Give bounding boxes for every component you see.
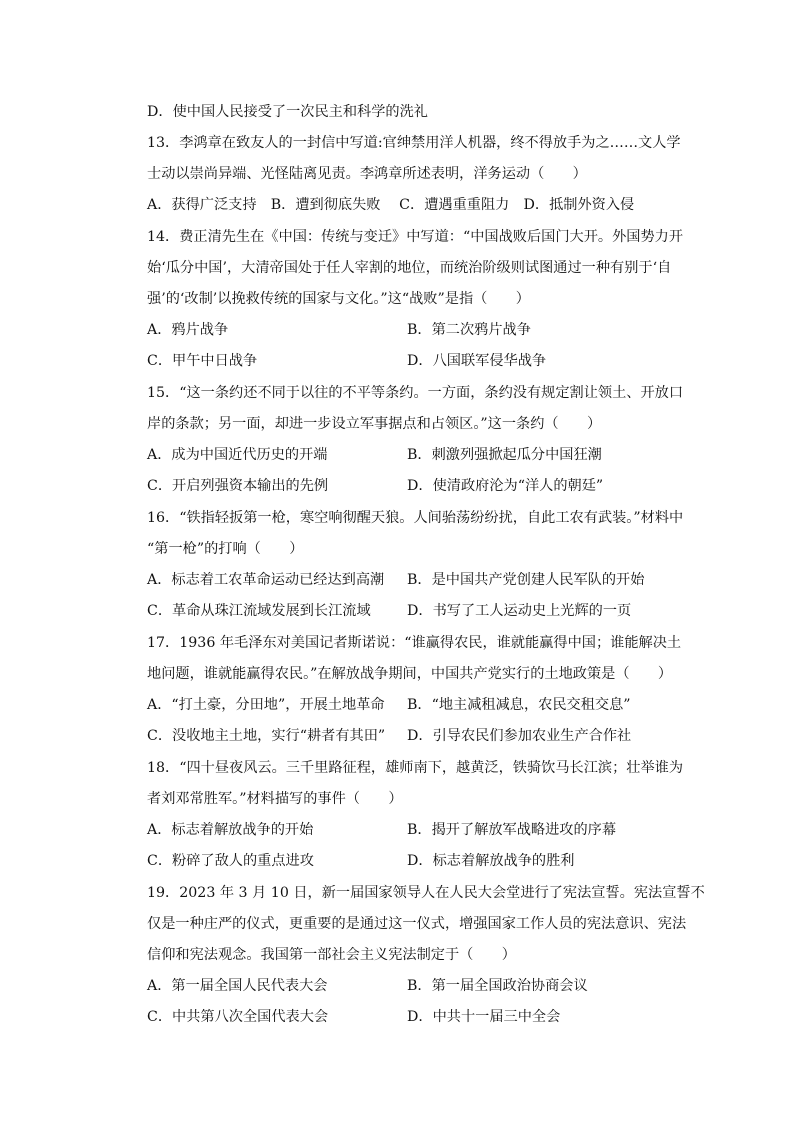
q19-stem-line1: 19．2023 年 3 月 10 日，新一届国家领导人在人民大会堂进行了宪法宣誓。宪法宣誓不 xyxy=(147,885,705,901)
q16-option-d: D．书写了工人运动史上光辉的一页 xyxy=(407,603,632,619)
q14-stem-line2: 始‘瓜分中国’，大清帝国处于任人宰割的地位，而统治阶级则试图通过一种有别于‘自 xyxy=(147,260,672,276)
q18-option-b: B．揭开了解放军战略进攻的序幕 xyxy=(407,822,617,838)
q19-option-a: A．第一届全国人民代表大会 xyxy=(147,978,328,994)
q16-stem-line1: 16．“铁指轻扳第一枪，寒空响彻醒天狼。人间骀荡纷纷扰，自此工农有武装。”材料中 xyxy=(147,510,684,526)
q15-option-b: B．刺激列强掀起瓜分中国狂潮 xyxy=(407,447,602,463)
q17-stem-line1: 17．1936 年毛泽东对美国记者斯诺说：“谁赢得农民，谁就能赢得中国；谁能解决土 xyxy=(147,635,682,651)
q14-option-d: D．八国联军侵华战争 xyxy=(407,353,547,369)
q19-option-c: C．中共第八次全国代表大会 xyxy=(147,1009,329,1025)
q13-stem-line1: 13．李鸿章在致友人的一封信中写道:官绅禁用洋人机器，终不得放手为之……文人学 xyxy=(147,135,681,151)
q15-stem-line2: 岸的条款；另一面，却进一步设立军事据点和占领区。”这一条约（ ） xyxy=(147,416,602,432)
q12-option-d: D．使中国人民接受了一次民主和科学的洗礼 xyxy=(147,104,428,120)
q17-option-c: C．没收地主土地，实行“耕者有其田” xyxy=(147,728,386,744)
q13-stem-line2: 士动以崇尚异端、光怪陆离见责。李鸿章所述表明，洋务运动（ ） xyxy=(147,166,587,182)
q16-option-b: B．是中国共产党创建人民军队的开始 xyxy=(407,572,645,588)
q15-option-c: C．开启列强资本输出的先例 xyxy=(147,478,329,494)
q14-stem-line3: 强’的‘改制’以挽救传统的国家与文化。”这“战败”是指（ ） xyxy=(147,291,530,307)
q16-option-c: C．革命从珠江流域发展到长江流域 xyxy=(147,603,371,619)
q14-option-b: B．第二次鸦片战争 xyxy=(407,322,531,338)
q16-stem-line2: “第一枪”的打响（ ） xyxy=(147,541,304,557)
q19-stem-line2: 仅是一种庄严的仪式，更重要的是通过这一仪式，增强国家工作人员的宪法意识、宪法 xyxy=(147,916,687,932)
q17-option-a: A．“打土豪，分田地”，开展土地革命 xyxy=(147,697,385,713)
q15-option-d: D．使清政府沦为“洋人的朝廷” xyxy=(407,478,604,494)
q14-option-c: C．甲午中日战争 xyxy=(147,353,258,369)
q18-option-d: D．标志着解放战争的胜利 xyxy=(407,853,575,869)
q17-option-d: D．引导农民们参加农业生产合作社 xyxy=(407,728,632,744)
q15-stem-line1: 15．“这一条约还不同于以往的不平等条约。一方面，条约没有规定割让领土、开放口 xyxy=(147,385,684,401)
q19-option-d: D．中共十一届三中全会 xyxy=(407,1009,561,1025)
q17-stem-line2: 地问题，谁就能赢得农民。”在解放战争期间，中国共产党实行的土地政策是（ ） xyxy=(147,666,673,682)
q18-stem-line2: 者刘邓常胜军。”材料描写的事件（ ） xyxy=(147,791,403,807)
q15-option-a: A．成为中国近代历史的开端 xyxy=(147,447,328,463)
q17-option-b: B．“地主减租减息，农民交租交息” xyxy=(407,697,631,713)
q13-options: A．获得广泛支持 B．遭到彻底失败 C．遭遇重重阻力 D．抵制外资入侵 xyxy=(147,197,635,213)
q14-stem-line1: 14．费正清先生在《中国：传统与变迁》中写道：“中国战败后国门大开。外国势力开 xyxy=(147,229,684,245)
q16-option-a: A．标志着工农革命运动已经达到高潮 xyxy=(147,572,385,588)
q19-option-b: B．第一届全国政治协商会议 xyxy=(407,978,588,994)
q18-stem-line1: 18．“四十昼夜风云。三千里路征程，雄师南下，越黄泛，铁骑饮马长江滨；壮举谁为 xyxy=(147,760,684,776)
q19-stem-line3: 信仰和宪法观念。我国第一部社会主义宪法制定于（ ） xyxy=(147,947,516,963)
q14-option-a: A．鸦片战争 xyxy=(147,322,229,338)
q18-option-a: A．标志着解放战争的开始 xyxy=(147,822,314,838)
q18-option-c: C．粉碎了敌人的重点进攻 xyxy=(147,853,314,869)
